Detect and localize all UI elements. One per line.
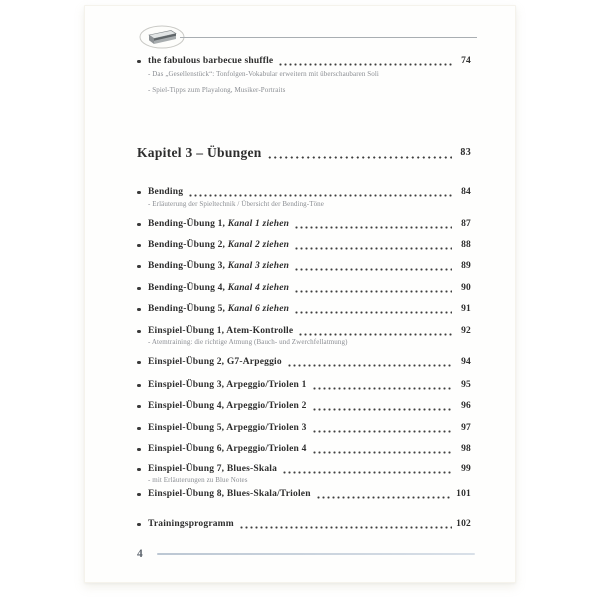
toc-page-number: 96 bbox=[461, 401, 471, 411]
toc-page-number: 90 bbox=[461, 283, 471, 293]
bullet-icon bbox=[137, 56, 148, 67]
dot-leader bbox=[298, 333, 452, 336]
dot-leader bbox=[312, 430, 452, 433]
toc-page-number: 102 bbox=[456, 519, 471, 529]
dot-leader bbox=[312, 408, 452, 411]
bullet-icon bbox=[137, 489, 148, 500]
toc-page-number: 83 bbox=[460, 147, 471, 158]
toc-entry bbox=[137, 283, 471, 294]
chapter-title: Kapitel 3 – Übungen bbox=[137, 145, 262, 160]
toc-entry bbox=[137, 240, 471, 251]
toc-entry-title: Bending bbox=[148, 187, 184, 197]
dot-leader bbox=[294, 268, 452, 271]
header-rule bbox=[180, 37, 477, 38]
toc-subline: - Atemtraining: die richtige Atmung (Bauch- und Zwerchfellatmung) bbox=[148, 338, 348, 346]
toc-entry-title: Einspiel-Übung 6, Arpeggio/Triolen 4 bbox=[148, 444, 307, 454]
book-page bbox=[84, 5, 516, 583]
toc-entry-title: Bending-Übung 4, Kanal 4 ziehen bbox=[148, 283, 290, 293]
dot-leader bbox=[312, 451, 452, 454]
dot-leader bbox=[294, 311, 452, 314]
toc-entry-title: Bending-Übung 1, Kanal 1 ziehen bbox=[148, 219, 290, 229]
toc-page-number: 94 bbox=[461, 357, 471, 367]
dot-leader bbox=[267, 156, 452, 159]
toc-page-number: 97 bbox=[461, 423, 471, 433]
toc-entry-title: Einspiel-Übung 4, Arpeggio/Triolen 2 bbox=[148, 401, 307, 411]
dot-leader bbox=[294, 247, 452, 250]
toc-entry-title: Bending-Übung 5, Kanal 6 ziehen bbox=[148, 304, 290, 314]
toc-entry bbox=[137, 56, 471, 67]
toc-entry bbox=[137, 380, 471, 391]
toc-entry bbox=[137, 357, 471, 368]
toc-entry-title: Bending-Übung 2, Kanal 2 ziehen bbox=[148, 240, 290, 250]
toc-entry-title: the fabulous barbecue shuffle bbox=[148, 56, 274, 66]
toc-entry bbox=[137, 304, 471, 315]
bullet-icon bbox=[137, 519, 148, 530]
toc-entry bbox=[137, 401, 471, 412]
toc-entry bbox=[137, 187, 471, 198]
harmonica-icon bbox=[139, 25, 185, 49]
bullet-icon bbox=[137, 187, 148, 198]
toc-page-number: 89 bbox=[461, 261, 471, 271]
toc-entry-title: Einspiel-Übung 1, Atem-Kontrolle bbox=[148, 326, 294, 336]
toc-entry-title: Einspiel-Übung 7, Blues-Skala bbox=[148, 464, 278, 474]
toc-page-number: 98 bbox=[461, 444, 471, 454]
bullet-icon bbox=[137, 401, 148, 412]
toc-page-number: 74 bbox=[461, 56, 471, 66]
bullet-icon bbox=[137, 444, 148, 455]
chapter-heading bbox=[137, 144, 471, 161]
bullet-icon bbox=[137, 380, 148, 391]
bullet-icon bbox=[137, 219, 148, 230]
bullet-icon bbox=[137, 357, 148, 368]
toc-subline: - mit Erläuterungen zu Blue Notes bbox=[148, 476, 248, 484]
toc-entry bbox=[137, 219, 471, 230]
bullet-icon bbox=[137, 304, 148, 315]
toc-entry bbox=[137, 326, 471, 337]
dot-leader bbox=[282, 471, 452, 474]
page-footer bbox=[85, 548, 515, 560]
page-header bbox=[85, 6, 515, 49]
toc-entry bbox=[137, 464, 471, 475]
bullet-icon bbox=[137, 464, 148, 475]
toc-entry-title: Bending-Übung 3, Kanal 3 ziehen bbox=[148, 261, 290, 271]
bullet-icon bbox=[137, 261, 148, 272]
toc-page-number: 88 bbox=[461, 240, 471, 250]
dot-leader bbox=[312, 387, 452, 390]
toc-entry-title: Einspiel-Übung 8, Blues-Skala/Triolen bbox=[148, 489, 311, 499]
dot-leader bbox=[278, 63, 452, 66]
toc-page-number: 95 bbox=[461, 380, 471, 390]
dot-leader bbox=[294, 226, 452, 229]
toc-page-number: 99 bbox=[461, 464, 471, 474]
toc-page-number: 91 bbox=[461, 304, 471, 314]
toc-entry bbox=[137, 519, 471, 530]
toc-page-number: 92 bbox=[461, 326, 471, 336]
footer-rule bbox=[157, 553, 475, 555]
toc-entry-title: Trainingsprogramm bbox=[148, 519, 234, 529]
dot-leader bbox=[287, 364, 452, 367]
toc-entry bbox=[137, 489, 471, 500]
toc-entry bbox=[137, 444, 471, 455]
toc-subline: - Spiel-Tipps zum Playalong, Musiker-Portraits bbox=[148, 86, 286, 94]
toc-entry-title: Einspiel-Übung 5, Arpeggio/Triolen 3 bbox=[148, 423, 307, 433]
dot-leader bbox=[294, 290, 452, 293]
bullet-icon bbox=[137, 283, 148, 294]
toc-entry bbox=[137, 261, 471, 272]
table-of-contents bbox=[85, 56, 515, 530]
toc-subline: - Erläuterung der Spieltechnik / Übersicht der Bending-Töne bbox=[148, 200, 324, 208]
bullet-icon bbox=[137, 240, 148, 251]
toc-page-number: 84 bbox=[461, 187, 471, 197]
folio-page-number: 4 bbox=[137, 548, 143, 560]
dot-leader bbox=[239, 526, 452, 529]
toc-subline: - Das „Gesellenstück“: Tonfolgen-Vokabular erweitern mit überschaubaren Soli bbox=[148, 70, 379, 78]
toc-page-number: 87 bbox=[461, 219, 471, 229]
dot-leader bbox=[316, 496, 452, 499]
bullet-icon bbox=[137, 326, 148, 337]
toc-entry bbox=[137, 423, 471, 434]
toc-entry-title: Einspiel-Übung 2, G7-Arpeggio bbox=[148, 357, 282, 367]
bullet-icon bbox=[137, 423, 148, 434]
dot-leader bbox=[188, 194, 452, 197]
toc-entry-title: Einspiel-Übung 3, Arpeggio/Triolen 1 bbox=[148, 380, 307, 390]
toc-page-number: 101 bbox=[456, 489, 471, 499]
